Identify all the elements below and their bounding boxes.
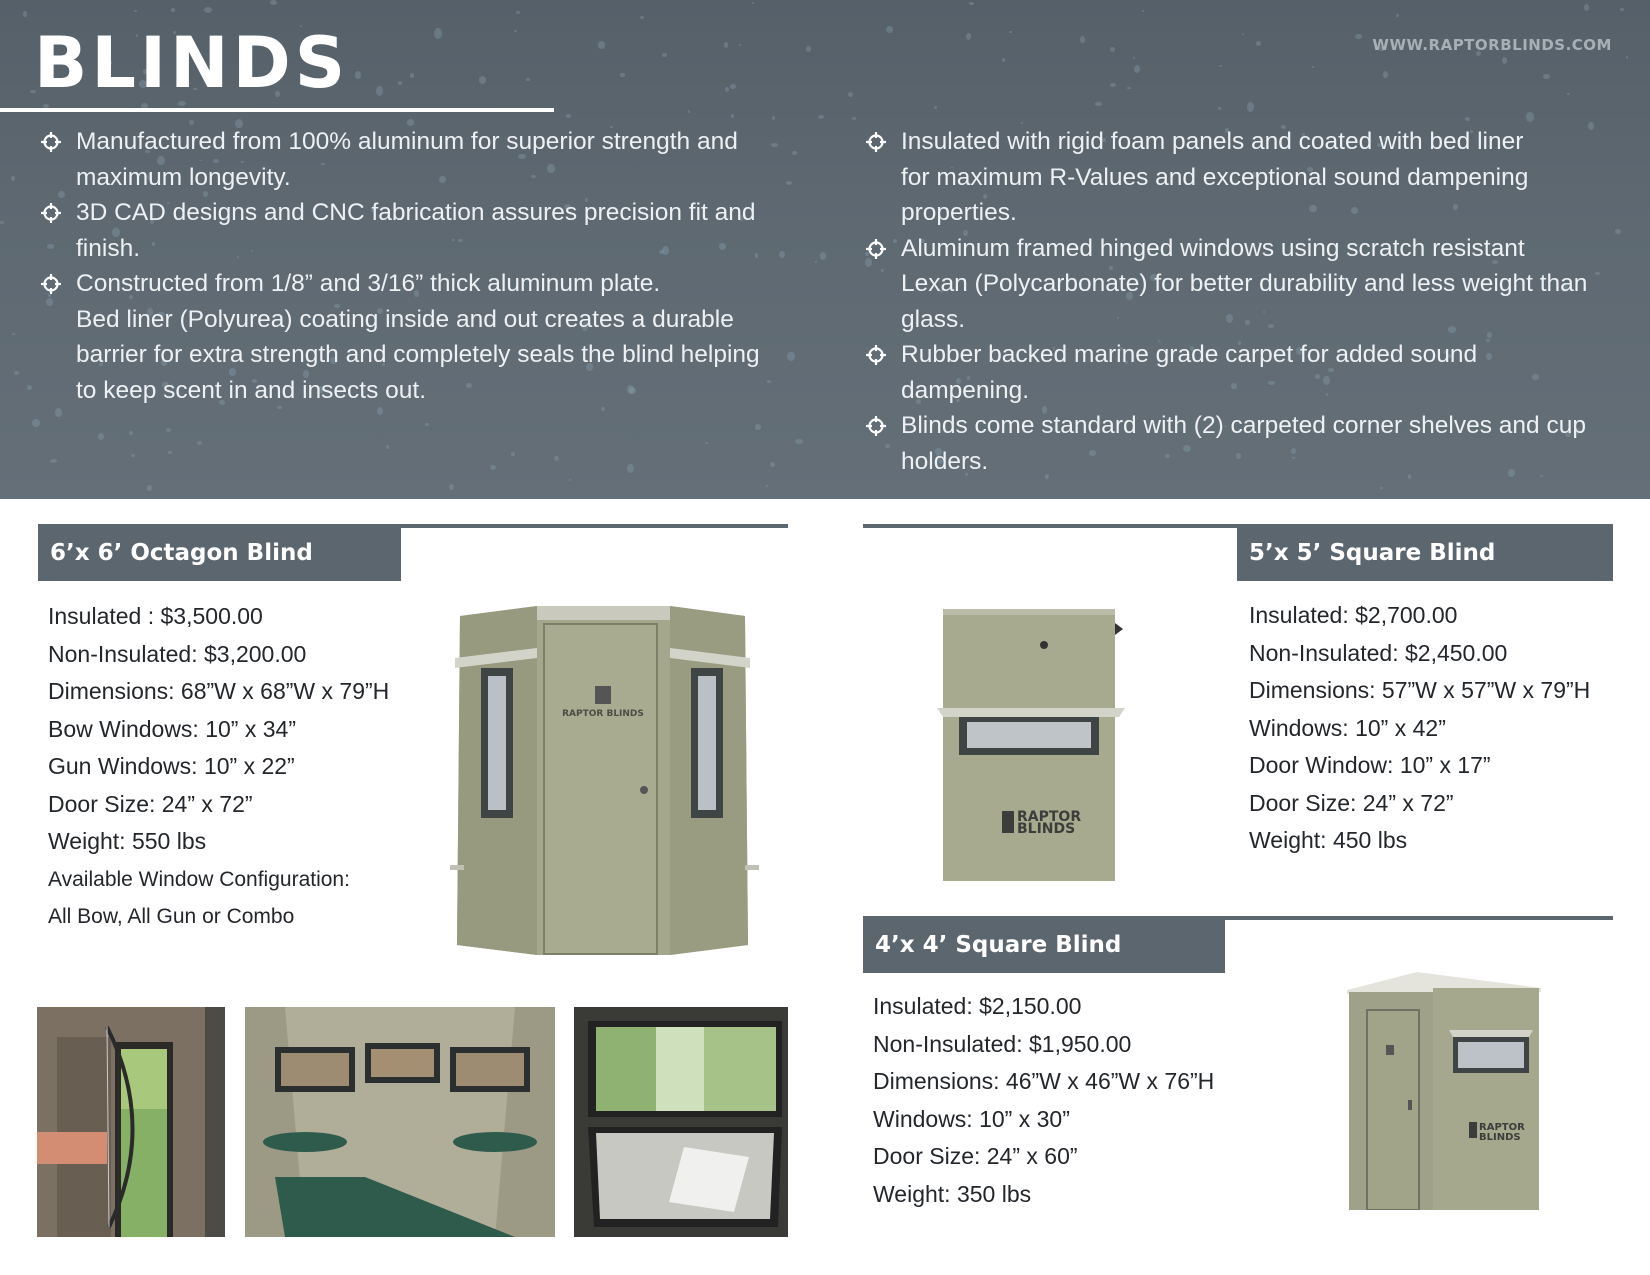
speck <box>1095 102 1102 107</box>
speck <box>204 7 212 13</box>
feature-line: Insulated with rigid foam panels and coated with bed liner <box>901 128 1524 155</box>
speck <box>55 408 61 417</box>
window-config-label: Available Window Configuration: <box>48 867 350 891</box>
feature-line: for maximum R-Values and exceptional sound dampening <box>901 163 1529 191</box>
spec-line: Dimensions: 46”W x 46”W x 76”H <box>873 1068 1215 1094</box>
spec-line: Windows: 10” x 30” <box>873 1105 1070 1132</box>
speck <box>1626 56 1628 59</box>
feature-line: to keep scent in and insects out. <box>76 376 427 404</box>
speck <box>1002 58 1005 62</box>
spec-line: Weight: 550 lbs <box>48 828 207 854</box>
speck <box>739 44 742 46</box>
speck <box>1080 36 1085 42</box>
speck <box>410 73 415 78</box>
interior-shelves-photo <box>245 1007 555 1237</box>
feature-line: dampening. <box>901 376 1030 404</box>
octagon-specs <box>48 598 389 936</box>
speck <box>1219 65 1223 68</box>
spec-line: Door Size: 24” x 60” <box>873 1143 1078 1169</box>
spec-line: Non-Insulated: $2,450.00 <box>1249 639 1508 666</box>
speck <box>1009 31 1011 33</box>
speck <box>806 46 812 52</box>
hinged-window-photo <box>574 1007 788 1237</box>
square5-blind-image <box>935 605 1155 885</box>
speck <box>688 110 691 113</box>
speck <box>511 452 515 455</box>
speck <box>852 117 856 120</box>
speck <box>1133 57 1136 59</box>
spec-line: Non-Insulated: $1,950.00 <box>873 1030 1132 1057</box>
speck <box>620 73 625 78</box>
speck <box>566 114 571 118</box>
speck <box>755 424 761 429</box>
feature-line: finish. <box>76 234 141 262</box>
feature-item <box>40 195 800 266</box>
speck <box>705 442 708 444</box>
speck <box>818 115 824 119</box>
speck <box>640 16 644 19</box>
speck <box>23 11 27 16</box>
speck <box>386 445 389 449</box>
feature-line: 3D CAD designs and CNC fabrication assures precision fit and <box>76 199 756 226</box>
speck <box>168 451 173 454</box>
speck <box>724 42 729 48</box>
square5-title: 5’x 5’ Square Blind <box>1237 526 1613 581</box>
speck <box>0 221 4 225</box>
crosshair-icon <box>865 131 887 153</box>
speck <box>355 71 361 79</box>
speck <box>197 441 202 446</box>
speck <box>1256 41 1261 46</box>
speck <box>131 454 135 458</box>
feature-item <box>40 124 800 195</box>
speck <box>766 485 768 487</box>
spec-line: Insulated: $2,700.00 <box>1249 602 1458 628</box>
octagon-title: 6’x 6’ Octagon Blind <box>38 526 401 581</box>
speck <box>166 428 171 432</box>
spec-line: Windows: 10” x 42” <box>1249 714 1446 741</box>
speck <box>1396 14 1399 17</box>
speck <box>772 116 775 120</box>
speck <box>1380 487 1383 489</box>
speck <box>32 419 40 427</box>
spec-line: Weight: 350 lbs <box>873 1180 1032 1207</box>
website-url: WWW.RAPTORBLINDS.COM <box>1372 36 1612 54</box>
speck <box>377 407 383 415</box>
speck <box>820 252 827 259</box>
feature-line: Constructed from 1/8” and 3/16” thick aluminum plate. <box>76 270 661 297</box>
crosshair-icon <box>865 344 887 366</box>
spec-line: Insulated: $2,150.00 <box>873 993 1082 1019</box>
speck <box>730 84 736 89</box>
speck <box>1142 10 1144 12</box>
logo-raptor: RAPTOR <box>1017 809 1082 825</box>
speck <box>14 371 19 376</box>
spec-line: Dimensions: 57”W x 57”W x 79”H <box>1249 677 1591 703</box>
speck <box>1620 8 1623 11</box>
speck <box>627 464 634 474</box>
feature-line: barrier for extra strength and completely seals the blind helping <box>76 341 760 368</box>
feature-line: properties. <box>901 199 1017 226</box>
feature-line: Bed liner (Polyurea) coating inside and out creates a durable <box>76 305 734 333</box>
logo-blinds: BLINDS <box>1479 1132 1521 1143</box>
speck <box>434 28 442 39</box>
speck <box>1247 102 1254 112</box>
speck <box>11 176 15 181</box>
window-config-value: All Bow, All Gun or Combo <box>48 905 295 928</box>
speck <box>795 439 803 444</box>
spec-line: Door Window: 10” x 17” <box>1249 752 1491 778</box>
speck <box>752 2 754 4</box>
crosshair-icon <box>865 238 887 260</box>
speck <box>1567 93 1570 96</box>
speck <box>516 11 519 14</box>
speck <box>27 385 32 390</box>
logo-blinds: BLINDS <box>1017 821 1076 837</box>
feature-item <box>865 231 1625 338</box>
feature-item <box>40 266 800 302</box>
speck <box>598 41 605 48</box>
speck <box>270 0 277 5</box>
speck <box>425 423 429 426</box>
speck <box>815 261 817 263</box>
feature-item <box>865 124 1625 231</box>
speck <box>129 431 134 436</box>
speck <box>966 33 972 40</box>
spec-line: Door Size: 24” x 72” <box>48 790 253 817</box>
speck <box>147 485 153 490</box>
speck <box>479 76 486 84</box>
speck <box>1127 87 1131 90</box>
speck <box>969 2 973 6</box>
feature-line: maximum longevity. <box>76 163 291 191</box>
speck <box>1110 47 1115 52</box>
speck <box>12 333 16 336</box>
speck <box>1312 66 1315 68</box>
spec-line: Dimensions: 68”W x 68”W x 79”H <box>48 678 390 704</box>
square4-title: 4’x 4’ Square Blind <box>863 918 1225 973</box>
spec-line: Door Size: 24” x 72” <box>1249 789 1454 816</box>
speck <box>50 459 57 463</box>
crosshair-icon <box>865 415 887 437</box>
speck <box>1502 57 1507 64</box>
feature-line: Lexan (Polycarbonate) for better durability and less weight than <box>901 270 1588 297</box>
speck <box>886 26 893 34</box>
octagon-blind-image <box>445 600 765 960</box>
speck <box>934 106 937 110</box>
crosshair-icon <box>40 273 62 295</box>
spec-line: Non-Insulated: $3,200.00 <box>48 640 307 667</box>
speck <box>1242 33 1245 36</box>
header-banner <box>0 0 1650 499</box>
speck <box>171 8 174 12</box>
speck <box>449 484 454 490</box>
speck <box>1526 112 1534 122</box>
crosshair-icon <box>40 202 62 224</box>
speck <box>526 78 530 81</box>
speck <box>376 86 384 96</box>
spec-line: Bow Windows: 10” x 34” <box>48 715 296 742</box>
square5-specs <box>1249 597 1590 860</box>
feature-line: Blinds come standard with (2) carpeted corner shelves and cup <box>901 412 1586 439</box>
speck <box>770 462 775 467</box>
spec-line: Insulated : $3,500.00 <box>48 603 263 629</box>
speck <box>662 53 668 57</box>
logo-raptor: RAPTOR <box>1479 1122 1525 1133</box>
bow-window-photo <box>37 1007 225 1237</box>
speck <box>1110 83 1116 87</box>
speck <box>134 10 137 12</box>
feature-line: glass. <box>901 305 966 333</box>
feature-continuation <box>40 302 800 409</box>
speck <box>490 465 496 470</box>
speck <box>1383 71 1388 78</box>
feature-line: Rubber backed marine grade carpet for added sound <box>901 341 1478 368</box>
speck <box>1218 107 1221 110</box>
speck <box>1134 65 1141 73</box>
spec-line: Weight: 450 lbs <box>1249 827 1408 853</box>
speck <box>569 479 571 481</box>
features-right <box>865 124 1625 479</box>
feature-line: holders. <box>901 447 989 475</box>
speck <box>848 92 853 97</box>
features-left <box>40 124 800 408</box>
crosshair-icon <box>40 131 62 153</box>
speck <box>398 81 402 84</box>
feature-item <box>865 408 1625 479</box>
feature-item <box>865 337 1625 408</box>
speck <box>1543 74 1550 80</box>
speck <box>98 433 104 440</box>
page-title: BLINDS <box>34 22 350 104</box>
feature-line: Aluminum framed hinged windows using scratch resistant <box>901 234 1525 262</box>
speck <box>514 30 517 32</box>
feature-line: Manufactured from 100% aluminum for superior strength and <box>76 128 738 155</box>
square4-specs <box>873 988 1214 1213</box>
speck <box>1584 4 1589 11</box>
speck <box>1465 117 1470 121</box>
speck <box>1355 34 1363 39</box>
speck <box>554 456 559 462</box>
spec-line: Gun Windows: 10” x 22” <box>48 753 295 779</box>
speck <box>731 114 734 118</box>
speck <box>725 87 729 92</box>
square4-blind-image <box>1345 970 1545 1210</box>
title-underline <box>0 108 554 112</box>
door-logo: RAPTOR BLINDS <box>562 709 644 719</box>
